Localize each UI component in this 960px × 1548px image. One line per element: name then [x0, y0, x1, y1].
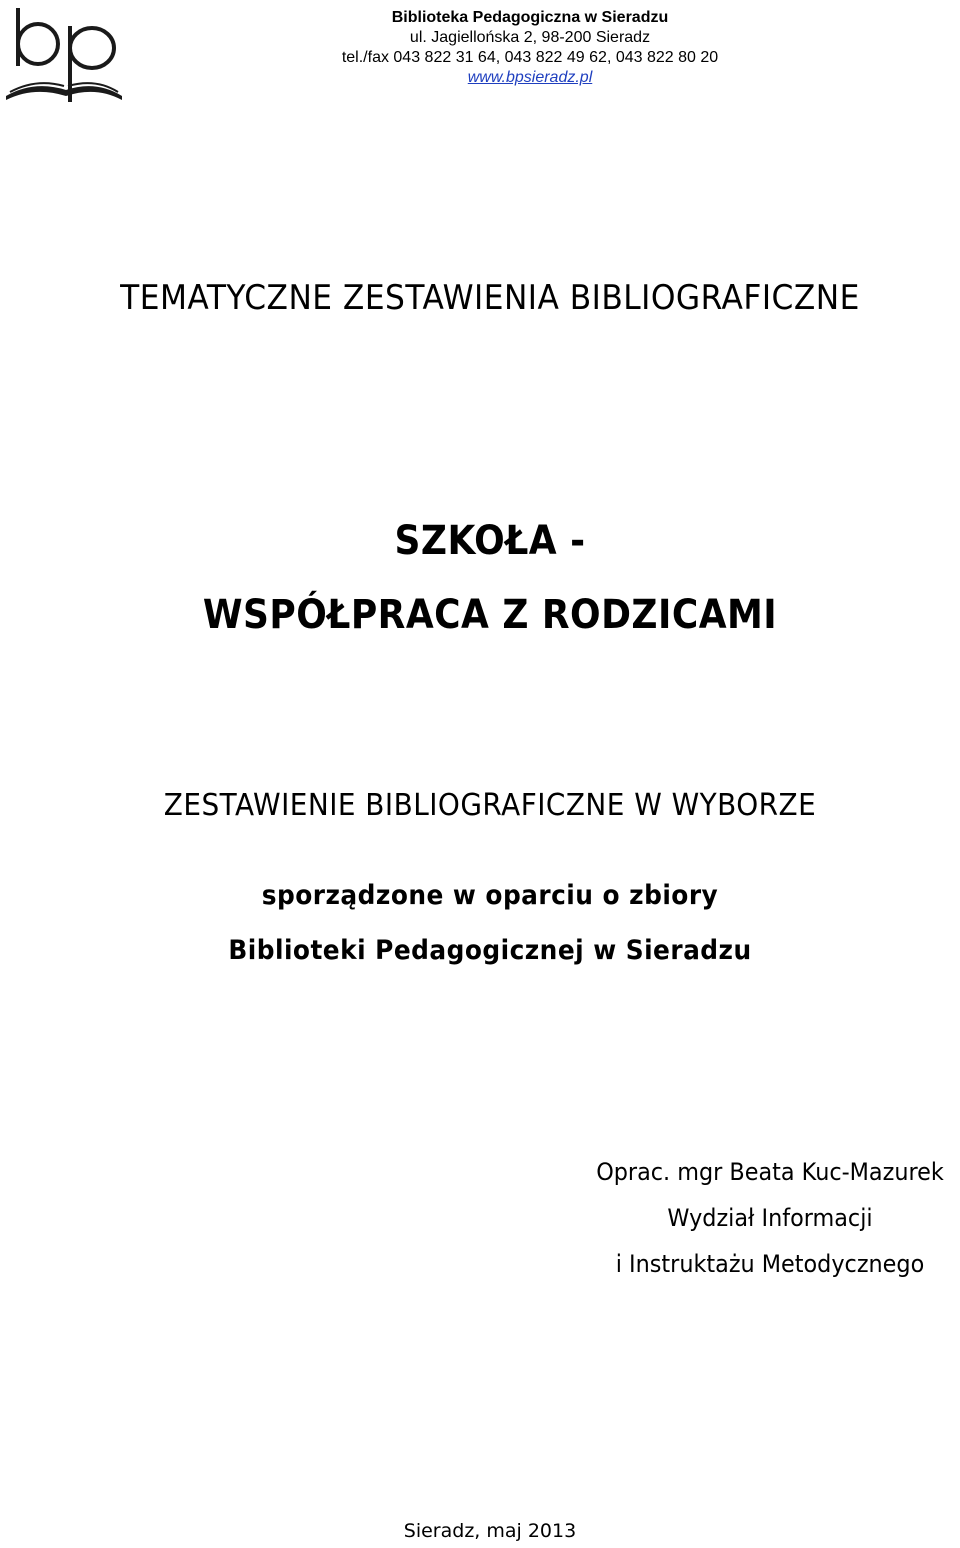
place-and-date: Sieradz, maj 2013	[403, 1520, 577, 1542]
library-phone: tel./fax 043 822 31 64, 043 822 49 62, 043 822 80 20	[341, 49, 719, 66]
logo-book-icon	[6, 86, 122, 100]
logo-letter-b	[18, 8, 58, 66]
library-header	[150, 8, 910, 88]
author-name: Oprac. mgr Beata Kuc-Mazurek	[596, 1158, 944, 1186]
document-subtitle: ZESTAWIENIE BIBLIOGRAFICZNE W WYBORZE	[163, 788, 817, 823]
topic-title-line-2: WSPÓŁPRACA Z RODZICAMI	[202, 592, 778, 638]
description-line-2: Biblioteki Pedagogicznej w Sieradzu	[228, 935, 752, 966]
main-title: TEMATYCZNE ZESTAWIENIA BIBLIOGRAFICZNE	[120, 278, 860, 318]
description-line-1: sporządzone w oparciu o zbiory	[261, 880, 719, 911]
library-logo	[4, 4, 124, 104]
author-department-line-2: i Instruktażu Metodycznego	[615, 1250, 925, 1278]
author-department-line-1: Wydział Informacji	[667, 1204, 873, 1232]
library-website-link[interactable]: www.bpsieradz.pl	[467, 69, 593, 86]
topic-title-line-1: SZKOŁA -	[394, 518, 586, 564]
library-address: ul. Jagiellońska 2, 98-200 Sieradz	[409, 29, 651, 46]
library-name: Biblioteka Pedagogiczna w Sieradzu	[391, 9, 669, 26]
